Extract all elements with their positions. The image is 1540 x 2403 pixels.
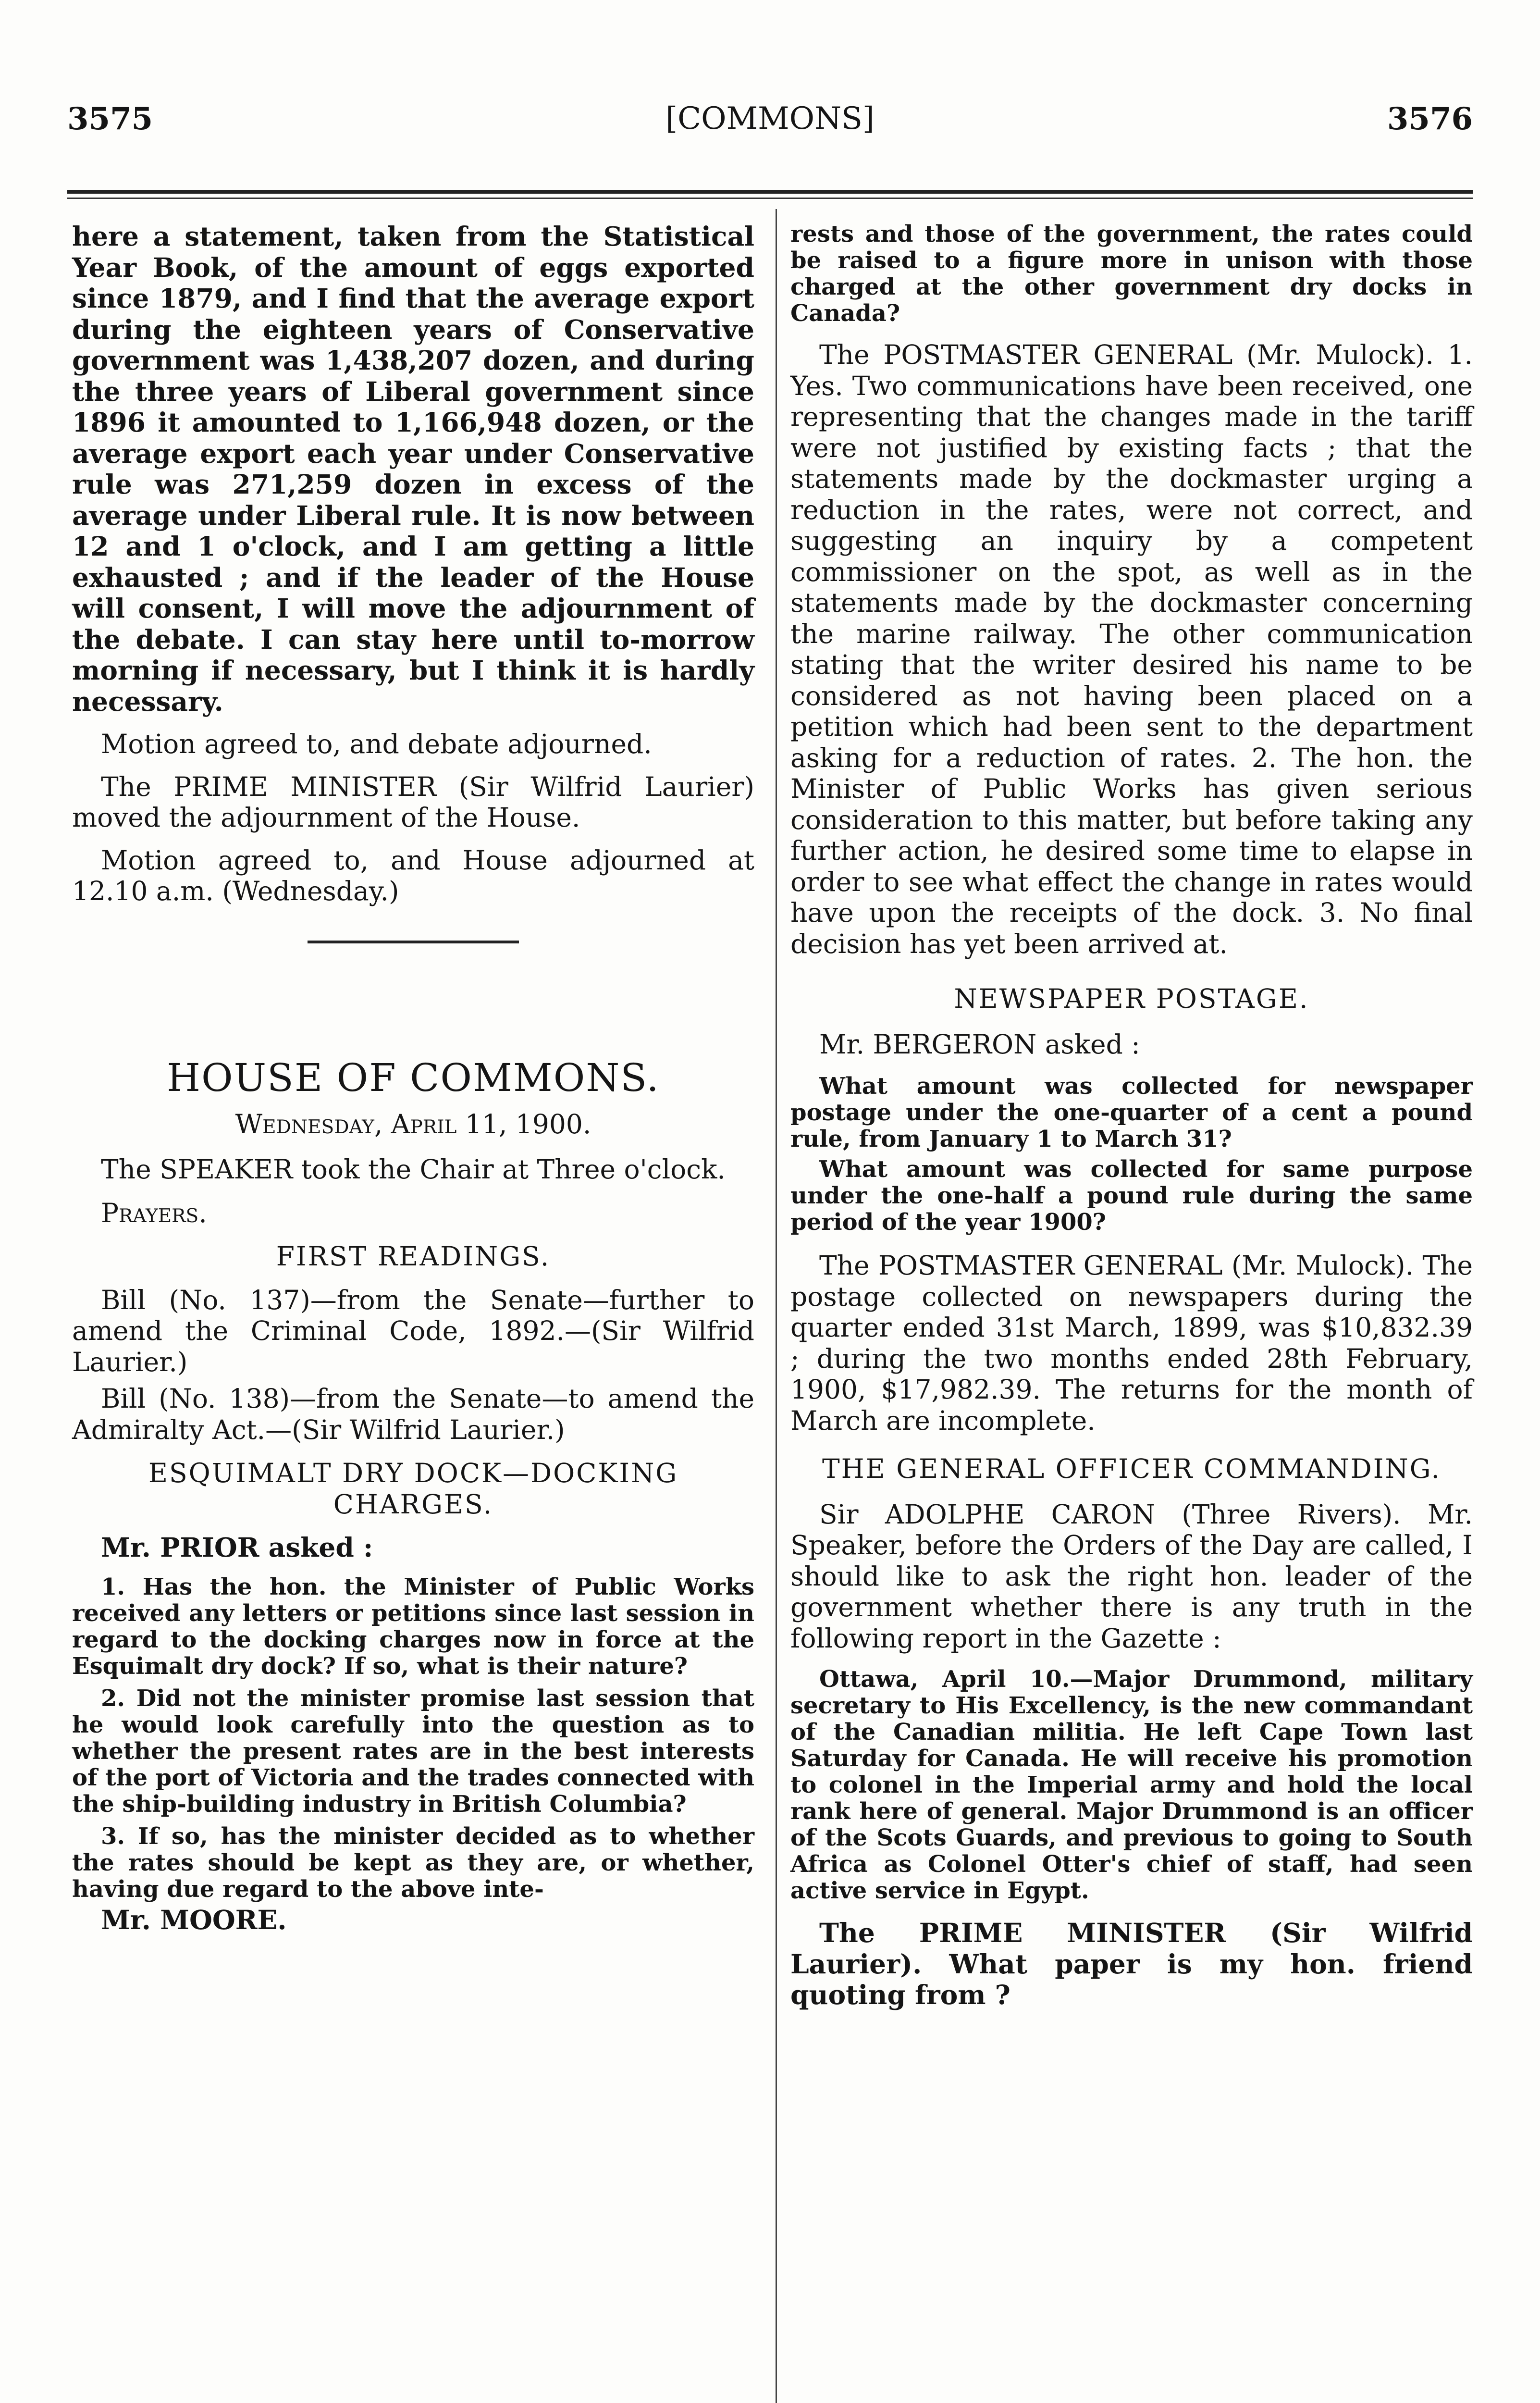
paragraph: Sir ADOLPHE CARON (Three Rivers). Mr. Speaker, before the Orders of the Day are called, I should like to ask the right hon. leader of the government whether there is any truth in the following report in the Gazette : <box>790 1499 1473 1654</box>
section-heading: THE GENERAL OFFICER COMMANDING. <box>822 1453 1441 1484</box>
column-divider <box>776 209 777 2403</box>
page-number-right: 3576 <box>1387 101 1473 137</box>
page-header <box>67 91 1473 149</box>
question: What amount was collected for newspaper postage under the one-quarter of a cent a pound rule, from January 1 to March 31? <box>790 1073 1473 1152</box>
page-number-left: 3575 <box>67 101 153 137</box>
prayers: Prayers. <box>101 1197 207 1228</box>
paragraph: Mr. BERGERON asked : <box>819 1028 1140 1060</box>
paragraph: here a statement, taken from the Statistical Year Book, of the amount of eggs exported since 1879, and I find that the average export during the eighteen years of Conservative government was 1,438,207 dozen, and during the three years of Liberal government since 1896 it amounted to 1,166,948 dozen, or the average export each year under Conservative rule was 271,259 dozen in excess of the average under Liberal rule. It is now between 12 and 1 o'clock, and I am getting a little exhausted ; and if the leader of the House will consent, I will move the adjournment of the debate. I can stay here until to-morrow morning if necessary, but I think it is hardly necessary. <box>72 221 754 717</box>
left-column <box>72 221 754 1935</box>
paragraph: Mr. PRIOR asked : <box>101 1532 373 1563</box>
paragraph: Motion agreed to, and debate adjourned. <box>101 729 652 759</box>
question: What amount was collected for same purpose under the one-half a pound rule during the same period of the year 1900? <box>790 1156 1473 1236</box>
paragraph: The PRIME MINISTER (Sir Wilfrid Laurier) moved the adjournment of the House. <box>72 771 754 833</box>
paragraph: Motion agreed to, and House adjourned at 12.10 a.m. (Wednesday.) <box>72 844 754 906</box>
question: 2. Did not the minister promise last session that he would look carefully into the question as to whether the present rates are in the best interests of the port of Victoria and the trades connected with the ship-building industry in British Columbia? <box>72 1685 754 1818</box>
right-column <box>790 221 1473 2011</box>
question: rests and those of the government, the rates could be raised to a figure more in unison with those charged at the other government dry docks in Canada? <box>790 221 1473 327</box>
section-divider <box>308 941 519 943</box>
paragraph: The POSTMASTER GENERAL (Mr. Mulock). The postage collected on newspapers during the quarter ended 31st March, 1899, was $10,832.39 ; during the two months ended 28th February, 1900, $17,982.39. The returns for the month of March are incomplete. <box>790 1250 1473 1436</box>
paragraph: The POSTMASTER GENERAL (Mr. Mulock). 1. Yes. Two communications have been received, one representing that the changes made in the tariff were not justified by existing facts ; that the statements made by the dockmaster urging a reduction in the rates, were not correct, and suggesting an inquiry by a competent commissioner on the spot, as well as in the statements made by the dockmaster concerning the marine railway. The other communication stating that the writer desired his name to be considered as not having been placed on a petition which had been sent to the department asking for a reduction of rates. 2. The hon. the Minister of Public Works has given serious consideration to this matter, but before taking any further action, he desired some time to elapse in order to see what effect the change in rates would have upon the receipts of the dock. 3. No final decision has yet been arrived at. <box>790 339 1473 959</box>
paragraph: The PRIME MINISTER (Sir Wilfrid Laurier). What paper is my hon. friend quoting from ? <box>790 1917 1473 2010</box>
section-heading: NEWSPAPER POSTAGE. <box>954 983 1309 1014</box>
section-heading: ESQUIMALT DRY DOCK—DOCKING CHARGES. <box>148 1458 678 1520</box>
running-title: [COMMONS] <box>665 101 875 136</box>
paragraph: The SPEAKER took the Chair at Three o'clock. <box>101 1154 726 1185</box>
paragraph: Bill (No. 138)—from the Senate—to amend the Admiralty Act.—(Sir Wilfrid Laurier.) <box>72 1383 754 1445</box>
sitting-date: Wednesday, April 11, 1900. <box>235 1108 591 1140</box>
house-title: HOUSE OF COMMONS. <box>167 1055 660 1100</box>
page-footer: Mr. MOORE. <box>101 1904 287 1935</box>
question: 3. If so, has the minister decided as to whether the rates should be kept as they are, or whether, having due regard to the above inte- <box>72 1822 754 1903</box>
section-heading: FIRST READINGS. <box>276 1241 551 1272</box>
quoted-report: Ottawa, April 10.—Major Drummond, military secretary to His Excellency, is the new commandant of the Canadian militia. He left Cape Town last Saturday for Canada. He will receive his promotion to colonel in the Imperial army and hold the local rank here of general. Major Drummond is an officer of the Scots Guards, and previous to going to South Africa as Colonel Otter's chief of staff, had seen active service in Egypt. <box>790 1666 1473 1904</box>
header-rule-thin <box>67 198 1473 199</box>
header-rule <box>67 190 1473 194</box>
question: 1. Has the hon. the Minister of Public Works received any letters or petitions since last session in regard to the docking charges now in force at the Esquimalt dry dock? If so, what is their nature? <box>72 1573 754 1680</box>
paragraph: Bill (No. 137)—from the Senate—further to amend the Criminal Code, 1892.—(Sir Wilfrid Laurier.) <box>72 1284 754 1377</box>
